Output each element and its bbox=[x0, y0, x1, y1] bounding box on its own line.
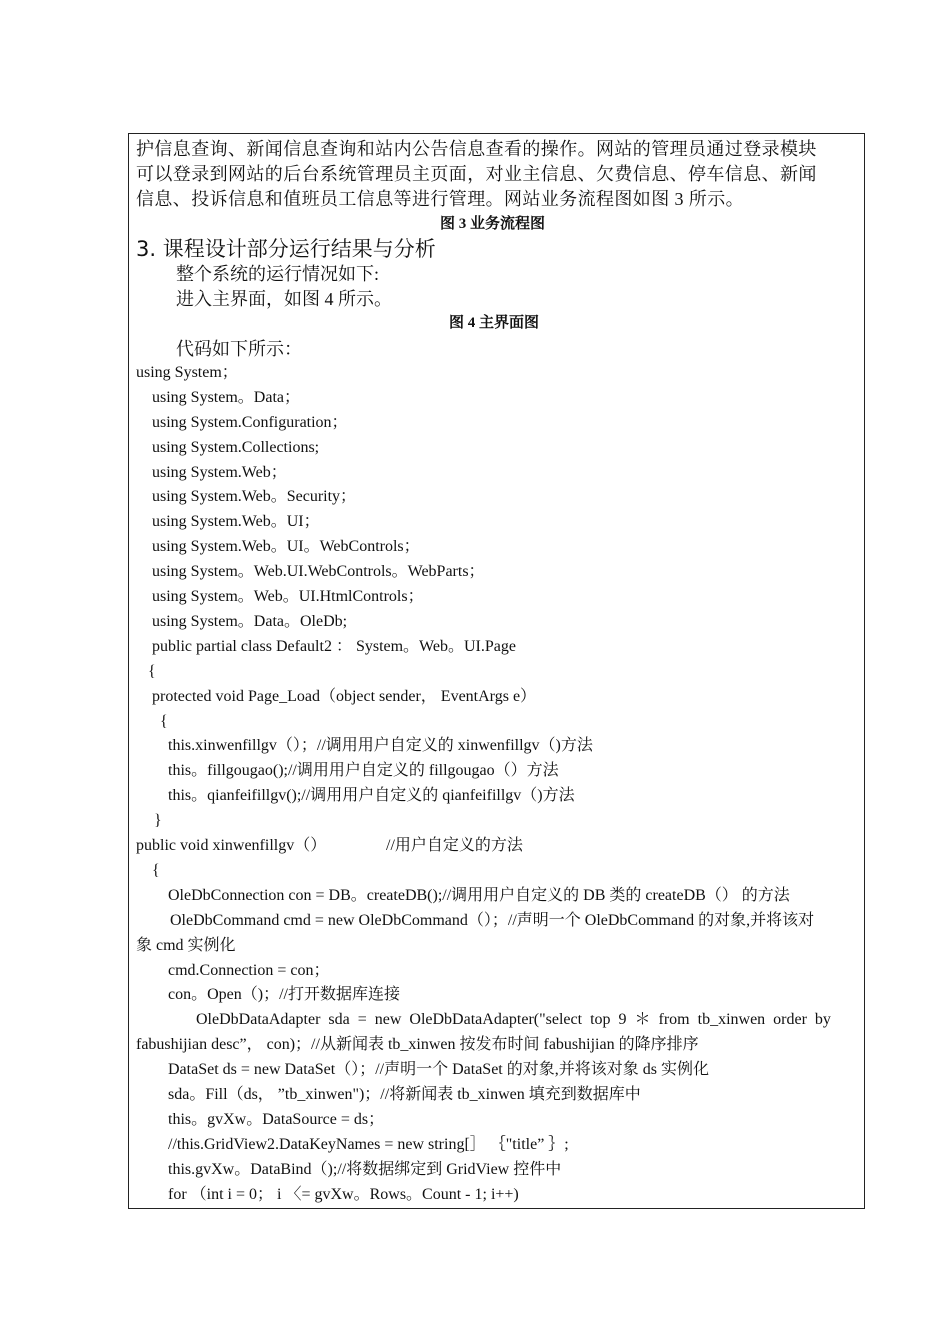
code-line: using System.Web。Security； bbox=[152, 488, 357, 505]
code-line: public partial class Default2 ： System。Web。UI.Page bbox=[152, 638, 516, 655]
code-line: 象 cmd 实例化 bbox=[136, 937, 236, 954]
intro-line-1: 护信息查询、新闻信息查询和站内公告信息查看的操作。网站的管理员通过登录模块 bbox=[136, 139, 817, 159]
code-line: this。fillgougao();//调用用户自定义的 fillgougao（）方法 bbox=[168, 762, 559, 779]
code-line: using System.Web； bbox=[152, 464, 287, 481]
code-line: sda。Fill（ds， ”tb_xinwen")；//将新闻表 tb_xinwen 填充到数据库中 bbox=[168, 1086, 641, 1103]
code-line: fabushijian desc”， con)；//从新闻表 tb_xinwen 按发布时间 fabushijian 的降序排序 bbox=[136, 1036, 699, 1053]
code-line: using System。Web.UI.WebControls。WebParts； bbox=[152, 563, 485, 580]
code-line: using System。Data。OleDb; bbox=[152, 613, 348, 630]
code-line: this.xinwenfillgv（）；//调用用户自定义的 xinwenfillgv（)方法 bbox=[168, 737, 593, 754]
code-intro: 代码如下所示： bbox=[176, 339, 302, 359]
code-line: using System.Collections; bbox=[152, 439, 320, 456]
code-line: using System.Web。UI； bbox=[152, 513, 320, 530]
code-line: con。Open（)；//打开数据库连接 bbox=[168, 986, 400, 1003]
code-line: { bbox=[160, 713, 168, 730]
code-line: OleDbDataAdapter sda = new OleDbDataAdapter("select top 9 ＊ from tb_xinwen order by bbox=[196, 1011, 831, 1028]
section-3-heading: 3. 课程设计部分运行结果与分析 bbox=[136, 237, 436, 261]
code-line: using System.Configuration； bbox=[152, 414, 348, 431]
code-line: for （int i = 0； i 〈= gvXw。Rows。Count - 1; i++) bbox=[168, 1186, 519, 1203]
code-line: using System； bbox=[136, 364, 238, 381]
intro-line-2: 可以登录到网站的后台系统管理员主页面，对业主信息、欠费信息、停车信息、新闻 bbox=[136, 164, 817, 184]
code-line: OleDbConnection con = DB。createDB();//调用用户自定义的 DB 类的 createDB（） 的方法 bbox=[168, 887, 790, 904]
code-line: DataSet ds = new DataSet（）；//声明一个 DataSet 的对象,并将该对象 ds 实例化 bbox=[168, 1061, 709, 1078]
code-line: protected void Page_Load（object sender， EventArgs e） bbox=[152, 688, 537, 705]
code-line: using System。Web。UI.HtmlControls； bbox=[152, 588, 424, 605]
code-line: public void xinwenfillgv（） bbox=[136, 837, 327, 854]
code-line: cmd.Connection = con； bbox=[168, 962, 330, 979]
main-ui-description: 进入主界面，如图 4 所示。 bbox=[176, 289, 392, 309]
code-line: using System.Web。UI。WebControls； bbox=[152, 538, 420, 555]
code-line: using System。Data； bbox=[152, 389, 300, 406]
intro-line-3: 信息、投诉信息和值班员工信息等进行管理。网站业务流程图如图 3 所示。 bbox=[136, 189, 744, 209]
code-comment: //用户自定义的方法 bbox=[386, 837, 523, 854]
code-line: this。gvXw。DataSource = ds； bbox=[168, 1111, 385, 1128]
code-line: { bbox=[152, 862, 160, 879]
code-line: OleDbCommand cmd = new OleDbCommand（）；//声明一个 OleDbCommand 的对象,并将该对 bbox=[170, 912, 815, 929]
figure-4-caption: 图 4 主界面图 bbox=[449, 315, 540, 331]
code-line: //this.GridView2.DataKeyNames = new string[］ ｛"title” ｝; bbox=[168, 1136, 569, 1153]
code-line: { bbox=[148, 663, 156, 680]
code-line: } bbox=[154, 812, 162, 829]
code-line: this。qianfeifillgv();//调用用户自定义的 qianfeifillgv（)方法 bbox=[168, 787, 575, 804]
figure-3-caption: 图 3 业务流程图 bbox=[440, 216, 546, 232]
code-line: this.gvXw。DataBind（);//将数据绑定到 GridView 控件中 bbox=[168, 1161, 562, 1178]
run-description: 整个系统的运行情况如下: bbox=[176, 264, 379, 284]
